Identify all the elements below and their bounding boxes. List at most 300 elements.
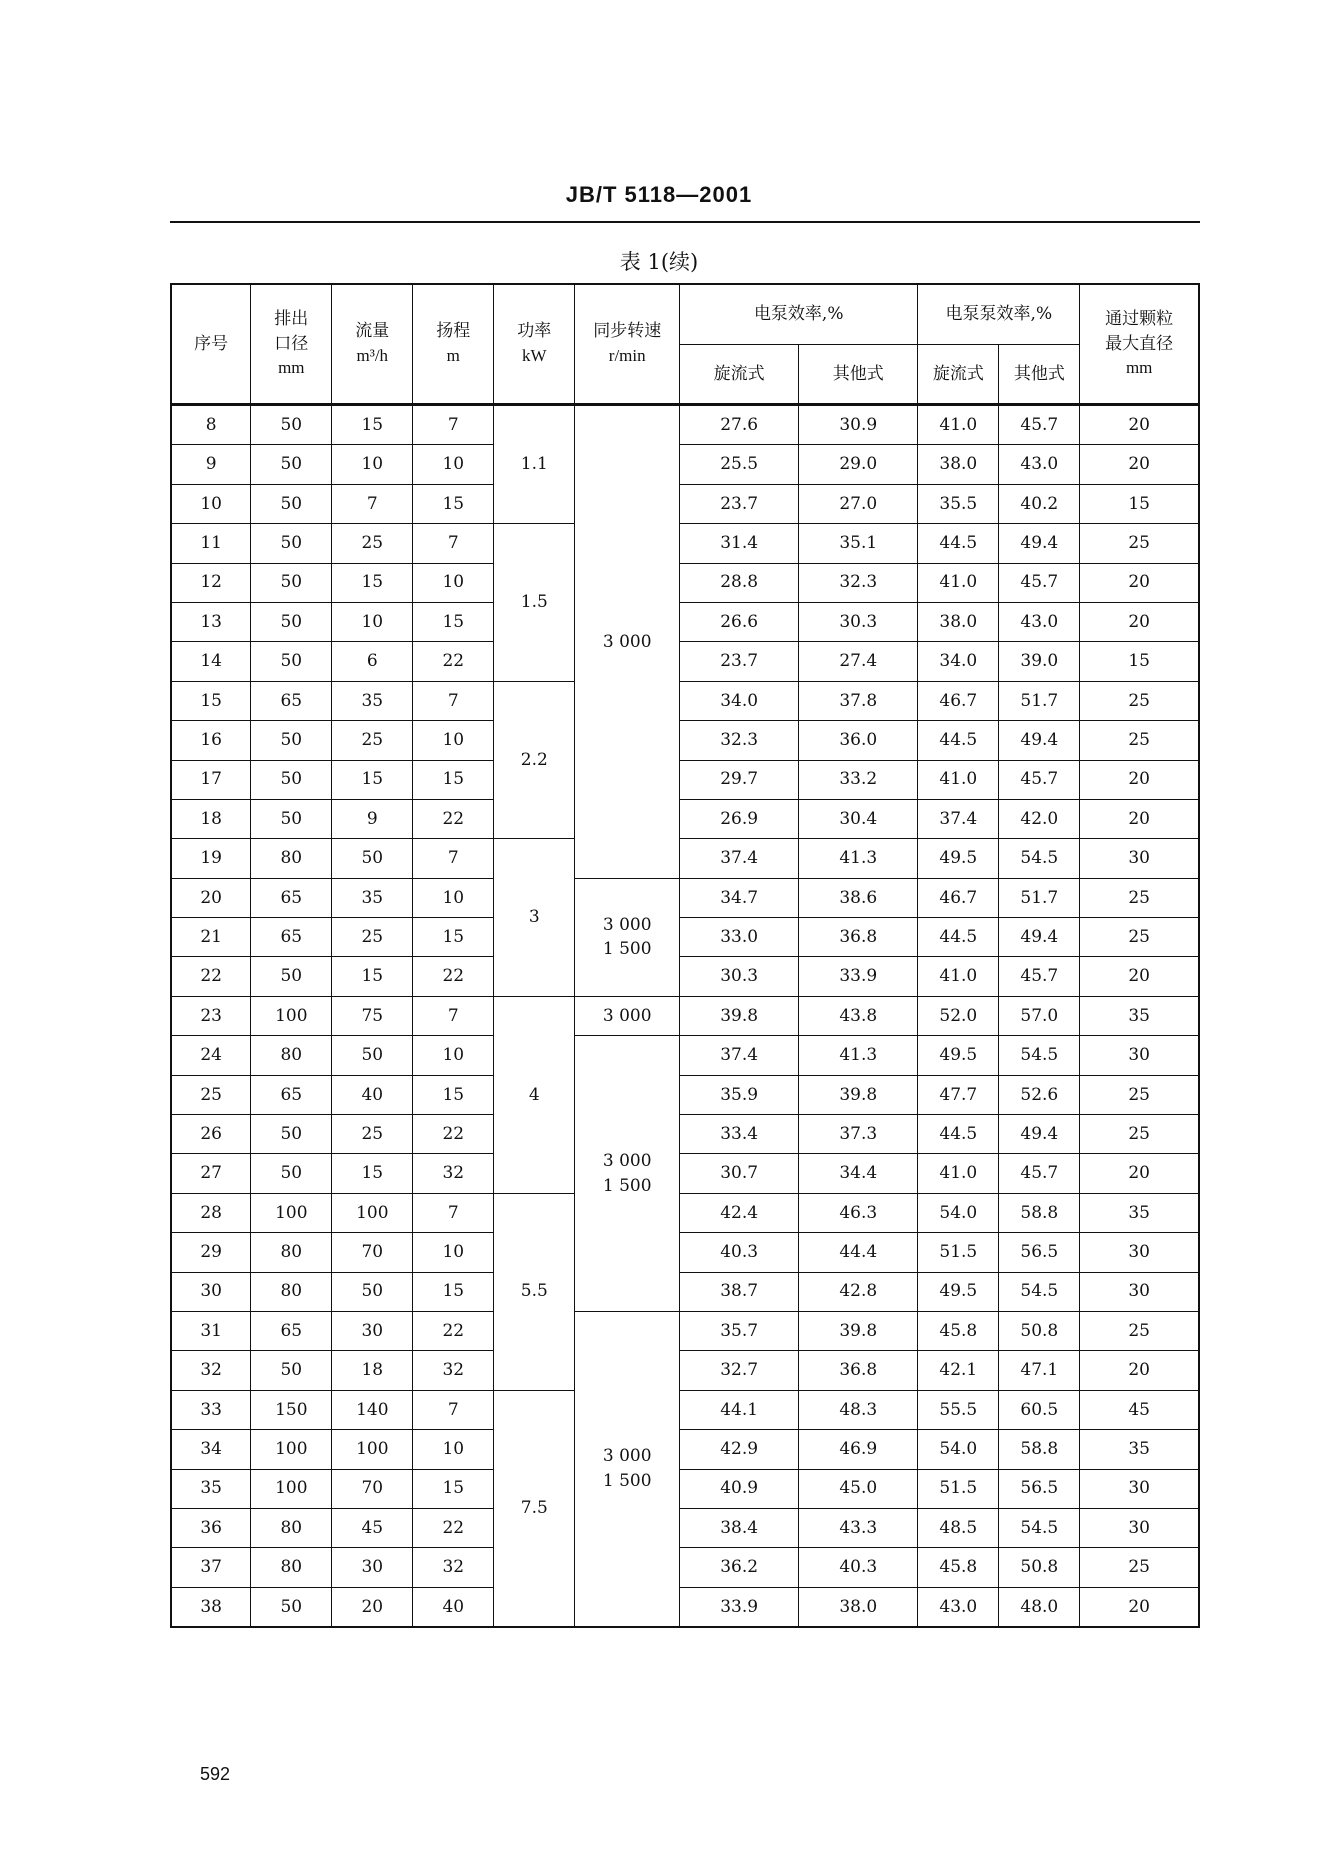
cell-power: 1.5	[494, 524, 575, 682]
cell-pump-eff-other: 27.4	[799, 642, 918, 681]
cell-particle-diameter: 20	[1080, 760, 1199, 799]
cell-particle-diameter: 25	[1080, 878, 1199, 917]
table-row	[171, 918, 1199, 957]
cell-outlet: 100	[251, 1469, 332, 1508]
cell-power: 3	[494, 839, 575, 997]
cell-motor-pump-eff-vortex: 51.5	[918, 1469, 999, 1508]
cell-flow: 50	[332, 1272, 413, 1311]
cell-seq: 31	[171, 1311, 251, 1350]
table-row	[171, 839, 1199, 878]
cell-pump-eff-other: 27.0	[799, 484, 918, 523]
cell-flow: 25	[332, 918, 413, 957]
cell-particle-diameter: 30	[1080, 1036, 1199, 1075]
cell-motor-pump-eff-vortex: 54.0	[918, 1193, 999, 1232]
cell-pump-eff-vortex: 25.5	[680, 445, 799, 484]
cell-flow: 50	[332, 839, 413, 878]
cell-flow: 30	[332, 1311, 413, 1350]
page-number: 592	[200, 1764, 231, 1784]
cell-seq: 36	[171, 1508, 251, 1547]
cell-pump-eff-other: 39.8	[799, 1311, 918, 1350]
speed-line: 3 000	[602, 1446, 652, 1467]
cell-pump-eff-vortex: 42.4	[680, 1193, 799, 1232]
cell-motor-pump-eff-vortex: 41.0	[918, 405, 999, 445]
cell-motor-pump-eff-vortex: 42.1	[918, 1351, 999, 1390]
header-head-unit: m	[446, 346, 460, 365]
table-row	[171, 681, 1199, 720]
cell-speed	[575, 996, 680, 1035]
cell-seq: 38	[171, 1587, 251, 1627]
cell-particle-diameter: 20	[1080, 563, 1199, 602]
pump-spec-table	[170, 283, 1200, 1628]
cell-pump-eff-other: 44.4	[799, 1233, 918, 1272]
cell-motor-pump-eff-vortex: 47.7	[918, 1075, 999, 1114]
cell-head: 10	[413, 1036, 494, 1075]
cell-flow: 45	[332, 1508, 413, 1547]
cell-particle-diameter: 25	[1080, 1311, 1199, 1350]
cell-head: 32	[413, 1548, 494, 1587]
cell-outlet: 50	[251, 524, 332, 563]
table-row	[171, 957, 1199, 996]
cell-seq: 16	[171, 721, 251, 760]
cell-pump-eff-vortex: 34.0	[680, 681, 799, 720]
cell-motor-pump-eff-vortex: 38.0	[918, 445, 999, 484]
cell-motor-pump-eff-vortex: 48.5	[918, 1508, 999, 1547]
cell-outlet: 50	[251, 484, 332, 523]
cell-head: 10	[413, 878, 494, 917]
cell-particle-diameter: 25	[1080, 681, 1199, 720]
cell-flow: 50	[332, 1036, 413, 1075]
cell-pump-eff-other: 42.8	[799, 1272, 918, 1311]
cell-pump-eff-other: 37.3	[799, 1115, 918, 1154]
cell-pump-eff-vortex: 23.7	[680, 484, 799, 523]
table-row	[171, 1351, 1199, 1390]
cell-head: 32	[413, 1351, 494, 1390]
cell-head: 22	[413, 1508, 494, 1547]
cell-particle-diameter: 25	[1080, 918, 1199, 957]
cell-motor-pump-eff-other: 50.8	[999, 1311, 1080, 1350]
header-rule	[170, 221, 1200, 223]
cell-power: 7.5	[494, 1390, 575, 1627]
cell-motor-pump-eff-vortex: 46.7	[918, 878, 999, 917]
cell-motor-pump-eff-other: 49.4	[999, 1115, 1080, 1154]
cell-particle-diameter: 25	[1080, 1075, 1199, 1114]
header-speed-unit: r/min	[608, 346, 646, 365]
table-row	[171, 760, 1199, 799]
table-row	[171, 1233, 1199, 1272]
cell-outlet: 50	[251, 957, 332, 996]
cell-seq: 11	[171, 524, 251, 563]
cell-pump-eff-vortex: 28.8	[680, 563, 799, 602]
header-speed-name: 同步转速	[593, 321, 662, 342]
cell-head: 10	[413, 445, 494, 484]
cell-outlet: 50	[251, 1115, 332, 1154]
cell-pump-eff-vortex: 37.4	[680, 1036, 799, 1075]
cell-seq: 29	[171, 1233, 251, 1272]
header-flow	[332, 284, 413, 405]
cell-outlet: 65	[251, 681, 332, 720]
cell-head: 10	[413, 721, 494, 760]
cell-flow: 10	[332, 602, 413, 641]
cell-outlet: 50	[251, 760, 332, 799]
cell-particle-diameter: 20	[1080, 1587, 1199, 1627]
cell-head: 22	[413, 642, 494, 681]
cell-flow: 25	[332, 721, 413, 760]
cell-motor-pump-eff-other: 49.4	[999, 918, 1080, 957]
table-row	[171, 602, 1199, 641]
cell-head: 7	[413, 681, 494, 720]
cell-flow: 25	[332, 524, 413, 563]
cell-seq: 34	[171, 1430, 251, 1469]
cell-pump-eff-vortex: 33.4	[680, 1115, 799, 1154]
cell-pump-eff-other: 30.4	[799, 799, 918, 838]
cell-speed	[575, 878, 680, 996]
cell-motor-pump-eff-other: 52.6	[999, 1075, 1080, 1114]
header-flow-unit: m³/h	[356, 346, 389, 365]
cell-head: 15	[413, 1272, 494, 1311]
header-power	[494, 284, 575, 405]
cell-particle-diameter: 15	[1080, 484, 1199, 523]
cell-motor-pump-eff-vortex: 46.7	[918, 681, 999, 720]
cell-seq: 14	[171, 642, 251, 681]
cell-seq: 35	[171, 1469, 251, 1508]
cell-pump-eff-vortex: 30.7	[680, 1154, 799, 1193]
cell-seq: 37	[171, 1548, 251, 1587]
cell-pump-eff-vortex: 44.1	[680, 1390, 799, 1429]
cell-seq: 22	[171, 957, 251, 996]
cell-head: 10	[413, 563, 494, 602]
cell-flow: 6	[332, 642, 413, 681]
cell-particle-diameter: 45	[1080, 1390, 1199, 1429]
cell-pump-eff-vortex: 39.8	[680, 996, 799, 1035]
cell-motor-pump-eff-vortex: 37.4	[918, 799, 999, 838]
cell-motor-pump-eff-vortex: 41.0	[918, 760, 999, 799]
cell-pump-eff-other: 33.2	[799, 760, 918, 799]
speed-line: 3 000	[602, 1150, 652, 1171]
cell-flow: 9	[332, 799, 413, 838]
cell-motor-pump-eff-other: 42.0	[999, 799, 1080, 838]
cell-power: 1.1	[494, 405, 575, 524]
table-row	[171, 1036, 1199, 1075]
cell-flow: 35	[332, 878, 413, 917]
cell-seq: 23	[171, 996, 251, 1035]
cell-motor-pump-eff-other: 47.1	[999, 1351, 1080, 1390]
cell-particle-diameter: 35	[1080, 1430, 1199, 1469]
cell-particle-diameter: 25	[1080, 1548, 1199, 1587]
table-row	[171, 878, 1199, 917]
cell-flow: 100	[332, 1430, 413, 1469]
cell-particle-diameter: 35	[1080, 996, 1199, 1035]
cell-pump-eff-vortex: 33.9	[680, 1587, 799, 1627]
header-head	[413, 284, 494, 405]
cell-outlet: 65	[251, 878, 332, 917]
cell-flow: 15	[332, 405, 413, 445]
header-outlet-name: 排出口径	[274, 309, 309, 354]
cell-motor-pump-eff-vortex: 54.0	[918, 1430, 999, 1469]
cell-pump-eff-vortex: 27.6	[680, 405, 799, 445]
cell-motor-pump-eff-vortex: 34.0	[918, 642, 999, 681]
cell-head: 32	[413, 1154, 494, 1193]
table-row	[171, 1272, 1199, 1311]
cell-head: 22	[413, 1311, 494, 1350]
cell-motor-pump-eff-vortex: 43.0	[918, 1587, 999, 1627]
header-motor-pump-eff-vortex: 旋流式	[918, 345, 999, 405]
cell-head: 10	[413, 1430, 494, 1469]
cell-pump-eff-vortex: 34.7	[680, 878, 799, 917]
table-row	[171, 524, 1199, 563]
cell-outlet: 80	[251, 1548, 332, 1587]
cell-outlet: 65	[251, 1311, 332, 1350]
cell-motor-pump-eff-other: 49.4	[999, 524, 1080, 563]
cell-motor-pump-eff-vortex: 44.5	[918, 721, 999, 760]
table-row	[171, 405, 1199, 445]
cell-motor-pump-eff-other: 43.0	[999, 602, 1080, 641]
cell-pump-eff-vortex: 40.3	[680, 1233, 799, 1272]
header-pump-eff-vortex: 旋流式	[680, 345, 799, 405]
cell-head: 7	[413, 524, 494, 563]
cell-seq: 10	[171, 484, 251, 523]
cell-flow: 10	[332, 445, 413, 484]
table-row	[171, 1115, 1199, 1154]
cell-flow: 100	[332, 1193, 413, 1232]
cell-pump-eff-other: 43.8	[799, 996, 918, 1035]
cell-motor-pump-eff-other: 48.0	[999, 1587, 1080, 1627]
cell-flow: 75	[332, 996, 413, 1035]
cell-pump-eff-vortex: 33.0	[680, 918, 799, 957]
cell-seq: 15	[171, 681, 251, 720]
cell-motor-pump-eff-other: 54.5	[999, 1272, 1080, 1311]
cell-pump-eff-other: 46.9	[799, 1430, 918, 1469]
cell-outlet: 50	[251, 445, 332, 484]
header-pump-eff: 电泵效率,%	[680, 284, 918, 345]
cell-outlet: 50	[251, 799, 332, 838]
header-outlet	[251, 284, 332, 405]
cell-head: 7	[413, 996, 494, 1035]
cell-particle-diameter: 30	[1080, 1508, 1199, 1547]
cell-pump-eff-other: 30.9	[799, 405, 918, 445]
header-particle	[1080, 284, 1199, 405]
cell-pump-eff-vortex: 35.7	[680, 1311, 799, 1350]
cell-pump-eff-other: 39.8	[799, 1075, 918, 1114]
table-row	[171, 721, 1199, 760]
cell-motor-pump-eff-other: 49.4	[999, 721, 1080, 760]
cell-particle-diameter: 20	[1080, 405, 1199, 445]
cell-outlet: 50	[251, 563, 332, 602]
cell-particle-diameter: 30	[1080, 1469, 1199, 1508]
cell-head: 7	[413, 1193, 494, 1232]
cell-head: 7	[413, 1390, 494, 1429]
cell-flow: 15	[332, 760, 413, 799]
cell-pump-eff-other: 41.3	[799, 1036, 918, 1075]
cell-particle-diameter: 25	[1080, 524, 1199, 563]
cell-motor-pump-eff-other: 60.5	[999, 1390, 1080, 1429]
cell-particle-diameter: 20	[1080, 957, 1199, 996]
table-row	[171, 563, 1199, 602]
cell-motor-pump-eff-vortex: 52.0	[918, 996, 999, 1035]
cell-head: 15	[413, 484, 494, 523]
cell-particle-diameter: 30	[1080, 839, 1199, 878]
cell-pump-eff-other: 32.3	[799, 563, 918, 602]
cell-pump-eff-vortex: 32.3	[680, 721, 799, 760]
cell-motor-pump-eff-vortex: 38.0	[918, 602, 999, 641]
table-row	[171, 1587, 1199, 1627]
cell-motor-pump-eff-vortex: 55.5	[918, 1390, 999, 1429]
cell-pump-eff-vortex: 30.3	[680, 957, 799, 996]
header-pump-eff-other: 其他式	[799, 345, 918, 405]
cell-pump-eff-other: 38.0	[799, 1587, 918, 1627]
header-speed	[575, 284, 680, 405]
cell-motor-pump-eff-other: 45.7	[999, 405, 1080, 445]
cell-flow: 15	[332, 957, 413, 996]
cell-pump-eff-other: 41.3	[799, 839, 918, 878]
cell-particle-diameter: 20	[1080, 602, 1199, 641]
cell-pump-eff-other: 34.4	[799, 1154, 918, 1193]
cell-flow: 40	[332, 1075, 413, 1114]
cell-motor-pump-eff-vortex: 49.5	[918, 839, 999, 878]
cell-seq: 28	[171, 1193, 251, 1232]
cell-particle-diameter: 20	[1080, 799, 1199, 838]
speed-line: 1 500	[602, 1175, 652, 1196]
cell-pump-eff-other: 48.3	[799, 1390, 918, 1429]
cell-outlet: 80	[251, 1272, 332, 1311]
cell-pump-eff-vortex: 26.9	[680, 799, 799, 838]
cell-outlet: 50	[251, 1587, 332, 1627]
cell-pump-eff-other: 45.0	[799, 1469, 918, 1508]
header-outlet-unit: mm	[278, 358, 305, 378]
cell-power: 2.2	[494, 681, 575, 839]
cell-motor-pump-eff-vortex: 51.5	[918, 1233, 999, 1272]
speed-line: 3 000	[602, 1005, 652, 1026]
table-row	[171, 1311, 1199, 1350]
cell-pump-eff-vortex: 32.7	[680, 1351, 799, 1390]
cell-outlet: 150	[251, 1390, 332, 1429]
cell-outlet: 50	[251, 1351, 332, 1390]
cell-motor-pump-eff-other: 40.2	[999, 484, 1080, 523]
cell-outlet: 100	[251, 996, 332, 1035]
cell-pump-eff-vortex: 31.4	[680, 524, 799, 563]
document-header: JB/T 5118—2001	[565, 182, 753, 207]
cell-pump-eff-other: 36.8	[799, 918, 918, 957]
cell-outlet: 65	[251, 1075, 332, 1114]
table-row	[171, 642, 1199, 681]
table-body	[171, 405, 1199, 1628]
cell-motor-pump-eff-other: 45.7	[999, 1154, 1080, 1193]
cell-pump-eff-vortex: 36.2	[680, 1548, 799, 1587]
cell-motor-pump-eff-vortex: 45.8	[918, 1311, 999, 1350]
cell-outlet: 65	[251, 918, 332, 957]
table-row	[171, 484, 1199, 523]
table-row	[171, 1430, 1199, 1469]
cell-seq: 13	[171, 602, 251, 641]
cell-flow: 35	[332, 681, 413, 720]
cell-motor-pump-eff-vortex: 35.5	[918, 484, 999, 523]
cell-pump-eff-other: 33.9	[799, 957, 918, 996]
cell-pump-eff-other: 36.0	[799, 721, 918, 760]
cell-pump-eff-vortex: 38.4	[680, 1508, 799, 1547]
header-seq: 序号	[171, 284, 251, 405]
cell-motor-pump-eff-other: 50.8	[999, 1548, 1080, 1587]
cell-particle-diameter: 35	[1080, 1193, 1199, 1232]
cell-seq: 20	[171, 878, 251, 917]
header-flow-name: 流量	[355, 321, 390, 342]
cell-seq: 26	[171, 1115, 251, 1154]
cell-motor-pump-eff-vortex: 41.0	[918, 957, 999, 996]
cell-flow: 20	[332, 1587, 413, 1627]
cell-flow: 25	[332, 1115, 413, 1154]
cell-seq: 32	[171, 1351, 251, 1390]
speed-line: 3 000	[602, 914, 652, 935]
cell-seq: 17	[171, 760, 251, 799]
cell-pump-eff-vortex: 42.9	[680, 1430, 799, 1469]
table-row	[171, 1075, 1199, 1114]
cell-motor-pump-eff-vortex: 41.0	[918, 563, 999, 602]
cell-motor-pump-eff-other: 58.8	[999, 1430, 1080, 1469]
table-row	[171, 1390, 1199, 1429]
table-row	[171, 1548, 1199, 1587]
cell-pump-eff-other: 46.3	[799, 1193, 918, 1232]
cell-flow: 70	[332, 1469, 413, 1508]
cell-seq: 9	[171, 445, 251, 484]
cell-seq: 19	[171, 839, 251, 878]
cell-outlet: 50	[251, 405, 332, 445]
cell-motor-pump-eff-vortex: 44.5	[918, 524, 999, 563]
cell-seq: 8	[171, 405, 251, 445]
cell-particle-diameter: 30	[1080, 1272, 1199, 1311]
cell-head: 40	[413, 1587, 494, 1627]
cell-head: 22	[413, 1115, 494, 1154]
cell-flow: 7	[332, 484, 413, 523]
cell-outlet: 50	[251, 642, 332, 681]
cell-seq: 21	[171, 918, 251, 957]
header-particle-unit: mm	[1125, 358, 1153, 378]
cell-motor-pump-eff-other: 51.7	[999, 681, 1080, 720]
header-power-unit: kW	[522, 346, 547, 365]
cell-motor-pump-eff-vortex: 49.5	[918, 1272, 999, 1311]
cell-motor-pump-eff-vortex: 41.0	[918, 1154, 999, 1193]
cell-outlet: 50	[251, 1154, 332, 1193]
table-row	[171, 1508, 1199, 1547]
cell-motor-pump-eff-other: 39.0	[999, 642, 1080, 681]
cell-pump-eff-vortex: 26.6	[680, 602, 799, 641]
cell-seq: 33	[171, 1390, 251, 1429]
cell-outlet: 80	[251, 839, 332, 878]
cell-motor-pump-eff-vortex: 45.8	[918, 1548, 999, 1587]
cell-motor-pump-eff-other: 43.0	[999, 445, 1080, 484]
table-row	[171, 996, 1199, 1035]
cell-particle-diameter: 15	[1080, 642, 1199, 681]
cell-motor-pump-eff-other: 58.8	[999, 1193, 1080, 1232]
cell-head: 22	[413, 799, 494, 838]
cell-flow: 70	[332, 1233, 413, 1272]
cell-seq: 12	[171, 563, 251, 602]
cell-pump-eff-vortex: 38.7	[680, 1272, 799, 1311]
cell-motor-pump-eff-other: 45.7	[999, 563, 1080, 602]
cell-head: 15	[413, 918, 494, 957]
cell-flow: 140	[332, 1390, 413, 1429]
cell-head: 7	[413, 405, 494, 445]
cell-speed	[575, 1036, 680, 1312]
cell-motor-pump-eff-other: 54.5	[999, 1036, 1080, 1075]
cell-outlet: 50	[251, 602, 332, 641]
cell-motor-pump-eff-other: 45.7	[999, 760, 1080, 799]
cell-seq: 24	[171, 1036, 251, 1075]
cell-head: 15	[413, 1469, 494, 1508]
cell-pump-eff-vortex: 29.7	[680, 760, 799, 799]
cell-seq: 18	[171, 799, 251, 838]
cell-particle-diameter: 25	[1080, 1115, 1199, 1154]
cell-pump-eff-other: 37.8	[799, 681, 918, 720]
cell-speed	[575, 1311, 680, 1627]
table-row	[171, 1154, 1199, 1193]
